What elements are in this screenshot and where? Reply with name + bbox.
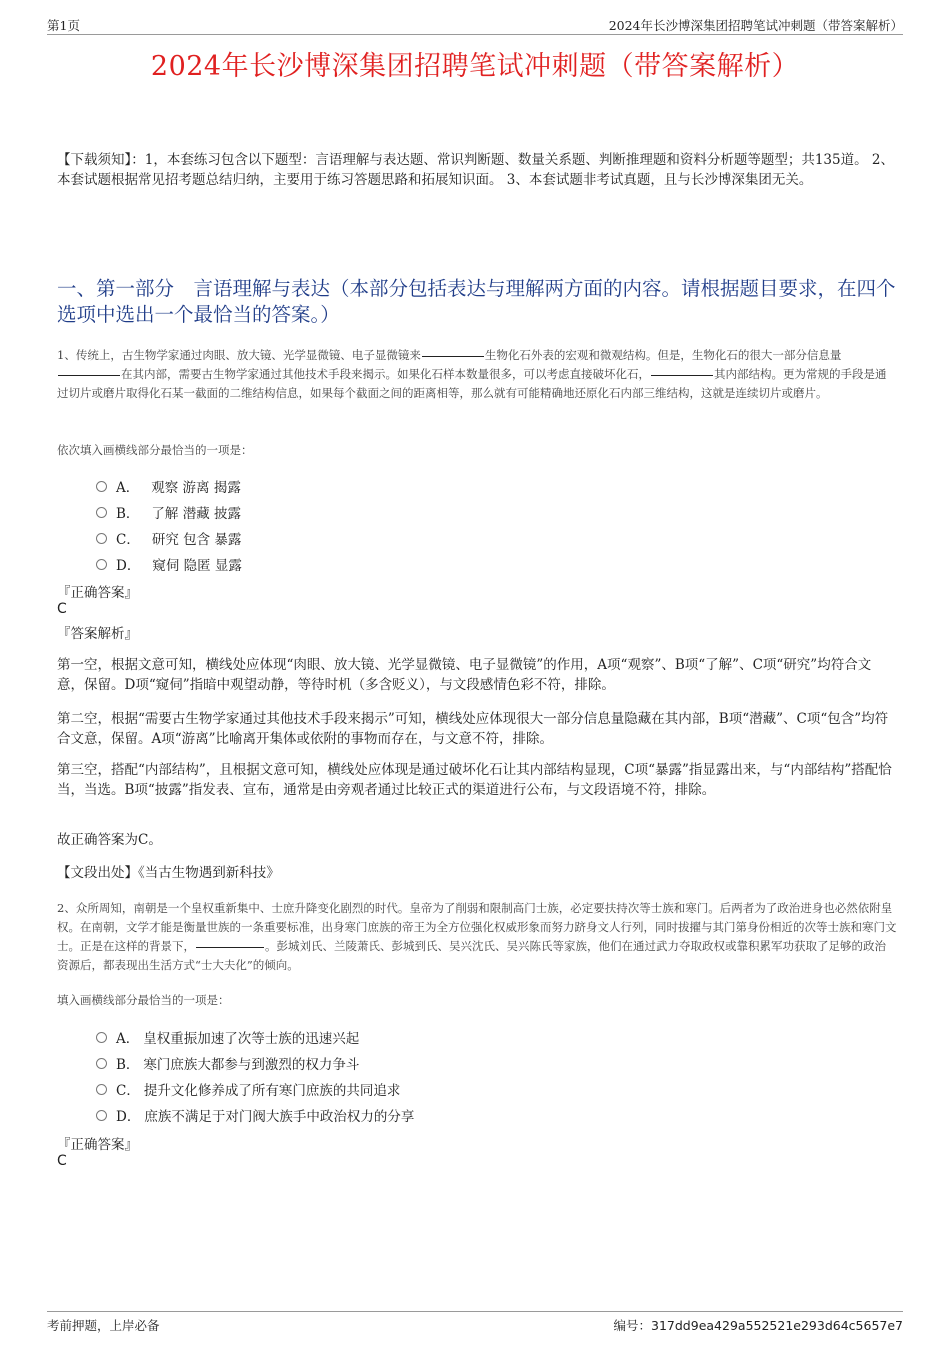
- question-2-option-c[interactable]: [96, 1079, 400, 1099]
- radio-icon[interactable]: [96, 1084, 107, 1095]
- analysis-paragraph-2: 第二空，根据“需要古生物学家通过其他技术手段来揭示”可知，横线处应体现很大一部分信息量隐藏在其内部，B项“潜藏”、C项“包含”均符合文意，保留。A项“游离”比喻离开集体或依附的事物而存在，与文意不符，排除。: [57, 711, 889, 747]
- option-letter: C．: [116, 1083, 140, 1099]
- radio-icon[interactable]: [96, 507, 107, 518]
- question-2-option-d[interactable]: [96, 1105, 414, 1125]
- option-text: 窥伺 隐匿 显露: [152, 558, 242, 574]
- page-footer: [47, 1311, 903, 1332]
- option-letter: A．: [116, 480, 140, 496]
- footer-code: [614, 1316, 904, 1334]
- option-text: 观察 游离 揭露: [151, 480, 241, 496]
- question-1-instruction: 依次填入画横线部分最恰当的一项是：: [57, 443, 253, 457]
- option-text: 提升文化修养成了所有寒门庶族的共同追求: [143, 1083, 401, 1099]
- section-title-verbal: 一、第一部分 言语理解与表达（本部分包括表达与理解两方面的内容。请根据题目要求，在四个选项中选出一个最恰当的答案。）: [57, 277, 896, 326]
- question-1-answer-label: 『正确答案』: [57, 585, 138, 601]
- radio-icon[interactable]: [96, 1058, 107, 1069]
- header-doc-title: 2024年长沙博深集团招聘笔试冲刺题（带答案解析）: [608, 18, 903, 33]
- option-letter: D．: [116, 1109, 141, 1125]
- analysis-paragraph-3: 第三空，搭配“内部结构”，且根据文意可知，横线处应体现是通过破坏化石让其内部结构显现，C项“暴露”指显露出来，与“内部结构”搭配恰当，当选。B项“披露”指发表、宣布，通常是由旁观者通过比较正式的渠道进行公布，与文段语境不符，排除。: [57, 762, 892, 798]
- question-2-text-part-a: 2、众所周知，南朝是一个皇权重新集中、士庶升降变化剧烈的时代。皇帝为了削弱和限制高门士族，必定要扶持次等士族和寒门。后两者为了政治进身也必然依附皇权。在南朝，文学才能是衡量世族的一条重要标准，出身寒门庶族的帝王为全方位强化权威形象而努力跻身文人行列，同时拔擢与其门第身份相近的次等士族和寒门文士。正是在这样的背景下，: [57, 901, 897, 953]
- analysis-paragraph-1: 第一空，根据文意可知，横线处应体现“肉眼、放大镜、光学显微镜、电子显微镜”的作用，A项“观察”、B项“了解”、C项“研究”均符合文意，保留。D项“窥伺”指暗中观望动静，等待时机（多含贬义），与文段感情色彩不符，排除。: [57, 657, 872, 693]
- question-1-answer: C: [57, 601, 67, 617]
- question-1-text-part-c: 在其内部，需要古生物学家通过其他技术手段来揭示。如果化石样本数量很多，可以考虑直接破坏化石，: [121, 367, 650, 381]
- question-1-analysis-label: 『答案解析』: [57, 626, 138, 642]
- footer-code-label: 编号：: [613, 1318, 652, 1333]
- radio-icon[interactable]: [96, 1110, 107, 1121]
- option-text: 庶族不满足于对门阀大族手中政治权力的分享: [144, 1109, 415, 1125]
- radio-icon[interactable]: [96, 1032, 107, 1043]
- analysis-conclusion: 故正确答案为C。: [57, 832, 162, 848]
- question-2-text-part-b: 。彭城刘氏、兰陵萧氏、彭城到氏、吴兴沈氏、吴兴陈氏等家族，他们在通过武力夺取政权或靠积累军功获取了足够的政治资源后，都表现出生活方式“士大夫化”的倾向。: [57, 939, 886, 972]
- question-1-text-part-a: 1、传统上，古生物学家通过肉眼、放大镜、光学显微镜、电子显微镜来: [57, 348, 421, 362]
- question-2-instruction: 填入画横线部分最恰当的一项是：: [57, 993, 230, 1007]
- option-letter: B．: [116, 506, 140, 522]
- option-letter: A．: [116, 1031, 140, 1047]
- question-2-answer: C: [57, 1153, 67, 1169]
- question-1-option-a[interactable]: [96, 476, 241, 496]
- question-2-text: [57, 899, 897, 975]
- radio-icon[interactable]: [96, 533, 107, 544]
- document-title: 2024年长沙博深集团招聘笔试冲刺题（带答案解析）: [150, 51, 800, 82]
- fill-blank: [422, 355, 484, 357]
- question-2-option-a[interactable]: [96, 1027, 359, 1047]
- option-letter: D．: [116, 558, 141, 574]
- page-header: [47, 14, 903, 35]
- question-1-option-d[interactable]: [96, 554, 242, 574]
- option-text: 了解 潜藏 披露: [151, 506, 242, 522]
- fill-blank: [58, 374, 120, 376]
- page-number: 第1页: [47, 18, 80, 33]
- option-text: 研究 包含 暴露: [151, 532, 242, 548]
- download-notice: 【下载须知】：1，本套练习包含以下题型：言语理解与表达题、常识判断题、数量关系题、判断推理题和资料分析题等题型；共135道。 2、本套试题根据常见招考题总结归纳，主要用于练习答题思路和拓展知识面。 3、本套试题非考试真题，且与长沙博深集团无关。: [57, 152, 894, 188]
- question-1-text-part-d: 其内部结构。更为常规的手段是通过切片或磨片取得化石某一截面的二维结构信息，如果每个截面之间的距离相等，那么就有可能精确地还原化石内部三维结构，这就是连续切片或磨片。: [57, 367, 887, 400]
- question-1-text: [57, 346, 897, 403]
- question-1-option-c[interactable]: [96, 528, 241, 548]
- footer-code-value: 317dd9ea429a552521e293d64c5657e7: [651, 1318, 903, 1333]
- question-1-source: 【文段出处】《当古生物遇到新科技》: [57, 865, 280, 881]
- question-2-option-b[interactable]: [96, 1053, 359, 1073]
- question-2-answer-label: 『正确答案』: [57, 1137, 138, 1153]
- radio-icon[interactable]: [96, 559, 107, 570]
- question-1-text-part-b: 生物化石外表的宏观和微观结构。但是，生物化石的很大一部分信息量: [484, 348, 842, 362]
- option-letter: B．: [116, 1057, 140, 1073]
- option-text: 寒门庶族大都参与到激烈的权力争斗: [143, 1057, 360, 1073]
- option-letter: C．: [116, 532, 140, 548]
- option-text: 皇权重振加速了次等士族的迅速兴起: [143, 1031, 360, 1047]
- fill-blank: [651, 374, 713, 376]
- footer-slogan: 考前押题，上岸必备: [47, 1318, 160, 1333]
- fill-blank: [196, 946, 264, 948]
- radio-icon[interactable]: [96, 481, 107, 492]
- question-1-option-b[interactable]: [96, 502, 241, 522]
